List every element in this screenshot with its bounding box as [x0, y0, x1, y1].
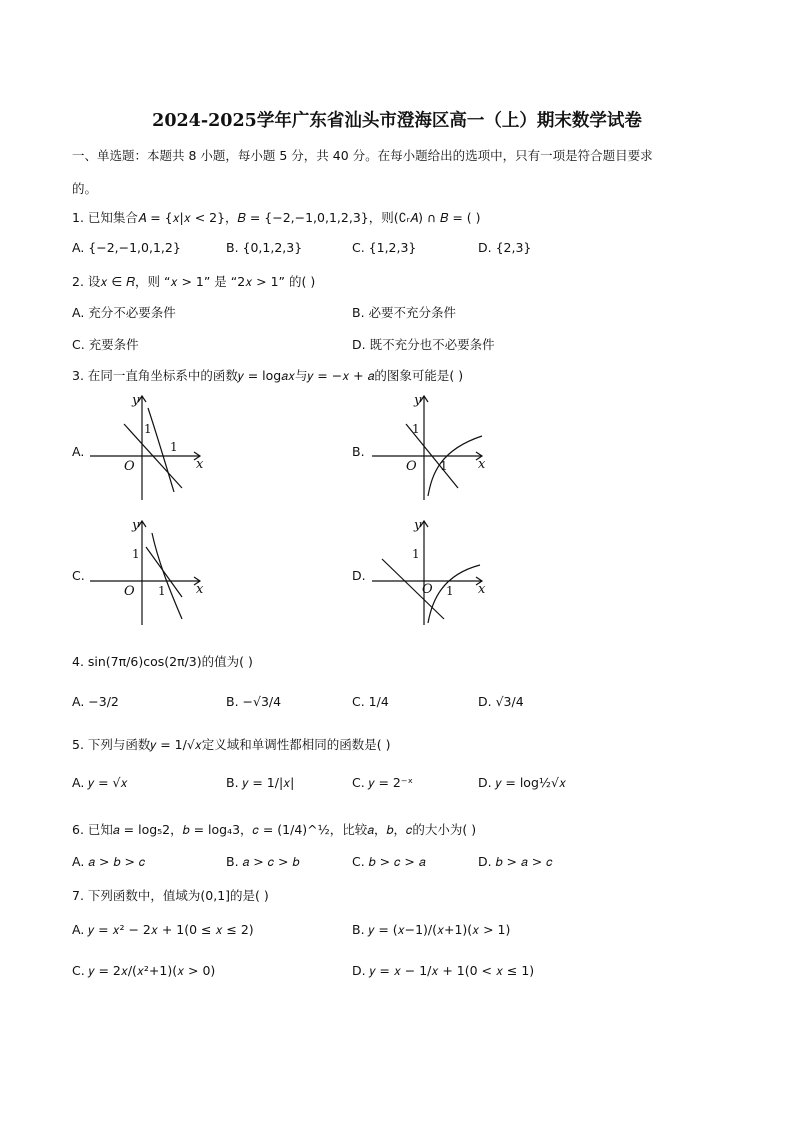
- q3-option-b[interactable]: B.: [352, 444, 365, 459]
- q1-option-d[interactable]: D. {2,3}: [478, 240, 532, 255]
- origin-label: O: [124, 584, 135, 599]
- question-6-stem: 6. 已知𝑎 = log₅2，𝑏 = log₄3，𝑐 = (1/4)^½，比较𝑎，𝑏，𝑐的大小为( ): [72, 822, 477, 837]
- q3-graph-b: [368, 390, 498, 505]
- x-axis-label: x: [478, 582, 486, 597]
- origin-label: O: [422, 582, 433, 597]
- tick-1-label: 1: [446, 584, 454, 598]
- q5-option-b[interactable]: B. 𝑦 = 1/|𝑥|: [226, 775, 295, 790]
- q7-option-c[interactable]: C. 𝑦 = 2𝑥/(𝑥²+1)(𝑥 > 0): [72, 963, 216, 978]
- origin-label: O: [124, 459, 135, 474]
- tick-1-label: 1: [412, 422, 420, 436]
- tick-1-label: 1: [170, 440, 178, 454]
- q6-option-a[interactable]: A. 𝑎 > 𝑏 > 𝑐: [72, 854, 146, 869]
- q7-option-b[interactable]: B. 𝑦 = (𝑥−1)/(𝑥+1)(𝑥 > 1): [352, 922, 511, 937]
- y-axis-label: y: [132, 393, 140, 408]
- question-4-stem: 4. sin(7π/6)cos(2π/3)的值为( ): [72, 654, 253, 669]
- y-axis-label: y: [414, 393, 422, 408]
- origin-label: O: [406, 459, 417, 474]
- tick-1-label: 1: [412, 547, 420, 561]
- page-title: 2024-2025学年广东省汕头市澄海区高一（上）期末数学试卷: [152, 111, 642, 131]
- question-1-stem: 1. 已知集合𝐴 = {𝑥|𝑥 < 2}，𝐵 = {−2,−1,0,1,2,3}，则(∁ᵣ𝐴) ∩ 𝐵 = ( ): [72, 210, 481, 225]
- q1-option-a[interactable]: A. {−2,−1,0,1,2}: [72, 240, 181, 255]
- q4-option-d[interactable]: D. √3/4: [478, 694, 524, 709]
- tick-1-label: 1: [132, 547, 140, 561]
- q6-option-b[interactable]: B. 𝑎 > 𝑐 > 𝑏: [226, 854, 300, 869]
- q6-option-c[interactable]: C. 𝑏 > 𝑐 > 𝑎: [352, 854, 426, 869]
- q4-option-c[interactable]: C. 1/4: [352, 694, 389, 709]
- tick-1-label: 1: [158, 584, 166, 598]
- q3-graph-d: [368, 515, 498, 630]
- q5-option-d[interactable]: D. 𝑦 = log½√𝑥: [478, 775, 566, 790]
- tick-1-label: 1: [144, 422, 152, 436]
- tick-1-label: 1: [440, 459, 448, 473]
- question-5-stem: 5. 下列与函数𝑦 = 1/√𝑥定义域和单调性都相同的函数是( ): [72, 737, 391, 752]
- x-axis-label: x: [478, 457, 486, 472]
- question-3-stem: 3. 在同一直角坐标系中的函数𝑦 = log𝑎𝑥与𝑦 = −𝑥 + 𝑎的图象可能是( ): [72, 368, 464, 383]
- q4-option-b[interactable]: B. −√3/4: [226, 694, 282, 709]
- y-axis-label: y: [132, 518, 140, 533]
- q3-option-a[interactable]: A.: [72, 444, 85, 459]
- q3-option-d[interactable]: D.: [352, 568, 366, 583]
- q5-option-a[interactable]: A. 𝑦 = √𝑥: [72, 775, 128, 790]
- q7-option-d[interactable]: D. 𝑦 = 𝑥 − 1/𝑥 + 1(0 < 𝑥 ≤ 1): [352, 963, 535, 978]
- question-7-stem: 7. 下列函数中，值域为(0,1]的是( ): [72, 888, 269, 903]
- q5-option-c[interactable]: C. 𝑦 = 2⁻ˣ: [352, 775, 414, 790]
- q2-option-b[interactable]: B. 必要不充分条件: [352, 305, 457, 320]
- q3-graph-a: [86, 390, 216, 505]
- y-axis-label: y: [414, 518, 422, 533]
- q6-option-d[interactable]: D. 𝑏 > 𝑎 > 𝑐: [478, 854, 553, 869]
- question-2-stem: 2. 设𝑥 ∈ 𝑅，则 “𝑥 > 1” 是 “2𝑥 > 1” 的( ): [72, 274, 316, 289]
- q1-option-b[interactable]: B. {0,1,2,3}: [226, 240, 303, 255]
- q2-option-c[interactable]: C. 充要条件: [72, 337, 139, 352]
- q7-option-a[interactable]: A. 𝑦 = 𝑥² − 2𝑥 + 1(0 ≤ 𝑥 ≤ 2): [72, 922, 254, 937]
- x-axis-label: x: [196, 582, 204, 597]
- x-axis-label: x: [196, 457, 204, 472]
- q4-option-a[interactable]: A. −3/2: [72, 694, 119, 709]
- q3-option-c[interactable]: C.: [72, 568, 85, 583]
- q2-option-d[interactable]: D. 既不充分也不必要条件: [352, 337, 495, 352]
- q2-option-a[interactable]: A. 充分不必要条件: [72, 305, 176, 320]
- section-heading-cont: 的。: [72, 181, 98, 196]
- section-heading: 一、单选题：本题共 8 小题，每小题 5 分，共 40 分。在每小题给出的选项中，只有一项是符合题目要求: [72, 148, 653, 163]
- q1-option-c[interactable]: C. {1,2,3}: [352, 240, 417, 255]
- q3-graph-c: [86, 515, 216, 630]
